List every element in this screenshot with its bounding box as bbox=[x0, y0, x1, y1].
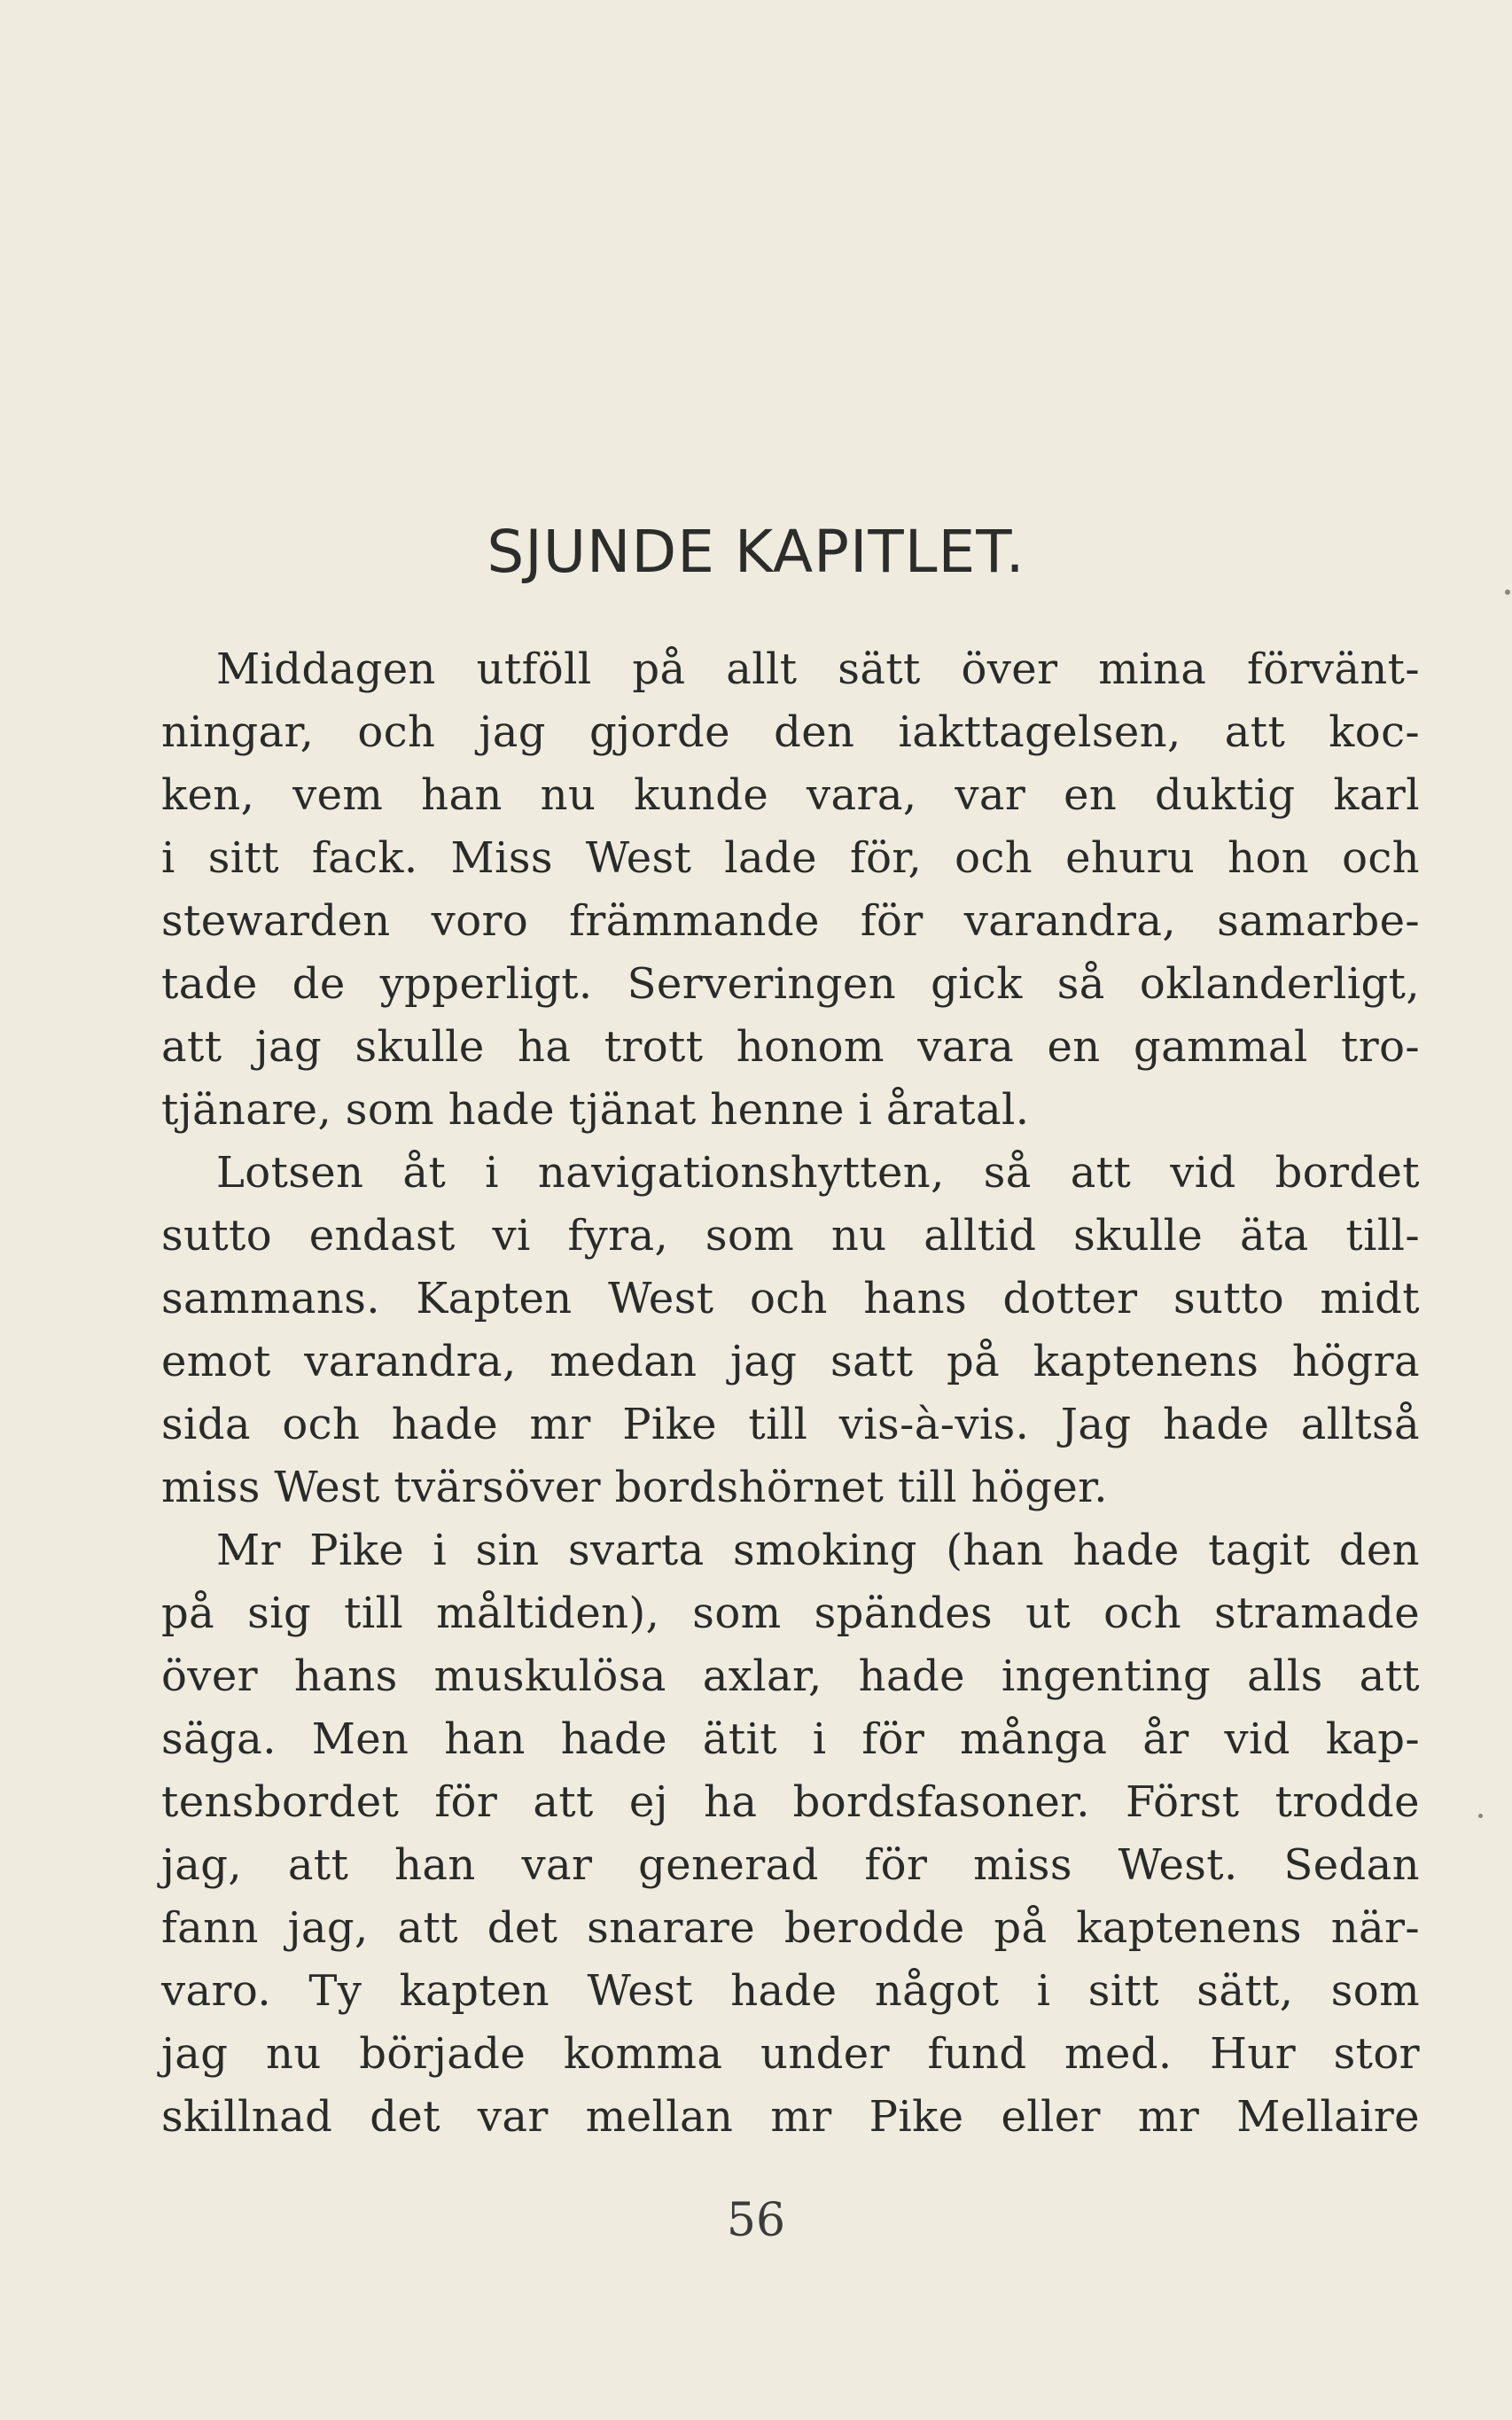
page-number: 56 bbox=[726, 2194, 786, 2247]
text-line: Lotsen åt i navigationshytten, så att vid bordet bbox=[216, 1148, 1420, 1198]
text-line: jag nu började komma under fund med. Hur stor bbox=[161, 2029, 1420, 2079]
text-line: säga. Men han hade ätit i för många år vid kap- bbox=[161, 1714, 1420, 1764]
text-line: Mr Pike i sin svarta smoking (han hade tagit den bbox=[216, 1526, 1420, 1575]
text-line: sammans. Kapten West och hans dotter sutto midt bbox=[161, 1274, 1420, 1323]
paragraph-2 bbox=[161, 1142, 1420, 1519]
text-line: stewarden voro främmande för varandra, samarbe- bbox=[161, 896, 1420, 946]
body-text bbox=[161, 638, 1420, 2149]
text-line: fann jag, att det snarare berodde på kaptenens när- bbox=[161, 1903, 1420, 1953]
paper-speck bbox=[1505, 589, 1510, 595]
text-line: skillnad det var mellan mr Pike eller mr Mellaire bbox=[161, 2092, 1420, 2142]
text-line: Middagen utföll på allt sätt över mina förvänt- bbox=[216, 644, 1420, 694]
text-line: miss West tvärsöver bordshörnet till höger. bbox=[161, 1463, 1108, 1512]
text-line: sida och hade mr Pike till vis-à-vis. Jag hade alltså bbox=[161, 1400, 1420, 1449]
text-line: tjänare, som hade tjänat henne i åratal. bbox=[161, 1085, 1030, 1135]
text-line: jag, att han var generad för miss West. Sedan bbox=[161, 1840, 1420, 1890]
text-line: att jag skulle ha trott honom vara en gammal tro- bbox=[161, 1022, 1420, 1072]
text-line: ningar, och jag gjorde den iakttagelsen, att koc- bbox=[161, 707, 1420, 757]
text-line: sutto endast vi fyra, som nu alltid skulle äta till- bbox=[161, 1211, 1420, 1261]
text-line: emot varandra, medan jag satt på kaptenens högra bbox=[161, 1337, 1420, 1386]
text-line: i sitt fack. Miss West lade för, och ehuru hon och bbox=[161, 833, 1420, 883]
text-line: tensbordet för att ej ha bordsfasoner. Först trodde bbox=[161, 1777, 1420, 1827]
text-line: på sig till måltiden), som spändes ut och stramade bbox=[161, 1589, 1420, 1638]
chapter-title: SJUNDE KAPITLET. bbox=[487, 518, 1025, 586]
text-line: varo. Ty kapten West hade något i sitt sätt, som bbox=[161, 1966, 1420, 2016]
text-line: tade de ypperligt. Serveringen gick så oklanderligt, bbox=[161, 959, 1420, 1009]
paper-speck bbox=[1478, 1814, 1483, 1818]
text-line: över hans muskulösa axlar, hade ingenting alls att bbox=[161, 1651, 1420, 1701]
text-line: ken, vem han nu kunde vara, var en duktig karl bbox=[161, 770, 1420, 820]
paragraph-1 bbox=[161, 638, 1420, 1142]
paragraph-3 bbox=[161, 1519, 1420, 2149]
